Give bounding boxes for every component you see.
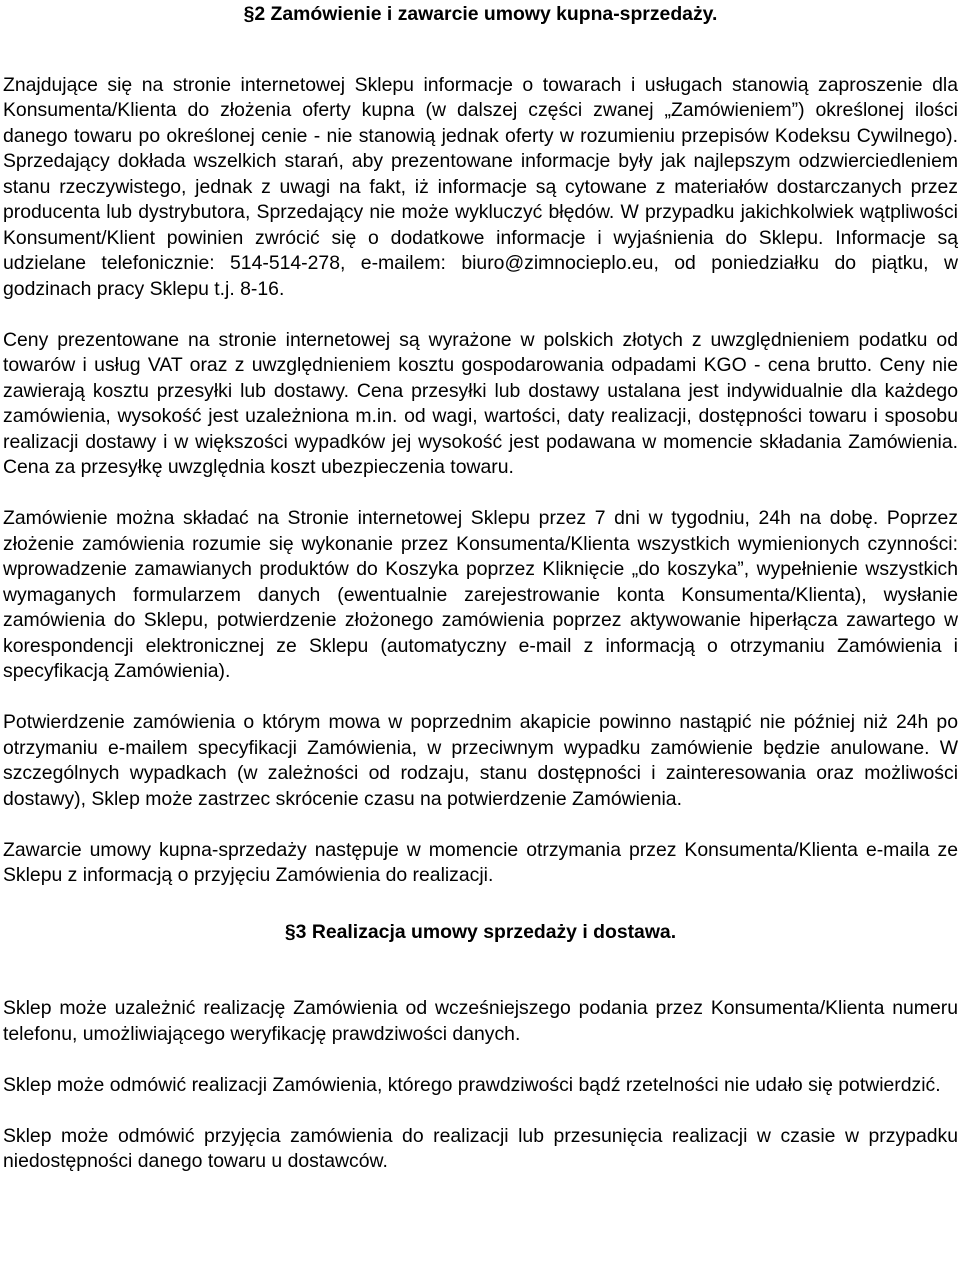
section-2-paragraph-1: Znajdujące się na stronie internetowej Sklepu informacje o towarach i usługach stanowią zaproszenie dla Konsumenta/Klienta do złożenia oferty kupna (w dalszej części zwanej „Zamówieniem”) określonej ilości danego towaru po określonej cenie - nie stanowią jednak oferty w rozumieniu przepisów Kodeksu Cywilnego). Sprzedający dokłada wszelkich starań, aby prezentowane informacje były jak najlepszym odzwierciedleniem stanu rzeczywistego, jednak z uwagi na fakt, iż informacje są cytowane z materiałów dostarczanych przez producenta lub dystrybutora, Sprzedający nie może wykluczyć błędów. W przypadku jakichkolwiek wątpliwości Konsument/Klient powinien zwrócić się o dodatkowe informacje i wyjaśnienia do Sklepu. Informacje są udzielane telefonicznie: 514-514-278, e-mailem: biuro@zimnocieplo.eu, od poniedziałku do piątku, w godzinach pracy Sklepu t.j. 8-16. xyxy=(3,73,958,300)
section-2-paragraph-3: Zamówienie można składać na Stronie internetowej Sklepu przez 7 dni w tygodniu, 24h na dobę. Poprzez złożenie zamówienia rozumie się wykonanie przez Konsumenta/Klienta wszystkich wymienionych czynności: wprowadzenie zamawianych produktów do Koszyka poprzez Kliknięcie „do koszyka”, wypełnienie wszystkich wymaganych formularzem danych (ewentualnie zarejestrowanie konta Konsumenta/Klienta), wysłanie zamówienia do Sklepu, potwierdzenie złożonego zamówienia poprzez aktywowanie hiperłącza zawartego w korespondencji elektronicznej ze Sklepu (automatyczny e-mail z informacją o otrzymaniu Zamówienia i specyfikacją Zamówienia). xyxy=(3,507,958,682)
section-2-paragraph-2: Ceny prezentowane na stronie internetowej są wyrażone w polskich złotych z uwzględnieniem podatku od towarów i usług VAT oraz z uwzględnieniem kosztu gospodarowania odpadami KGO - cena brutto. Ceny nie zawierają kosztu przesyłki lub dostawy. Cena przesyłki lub dostawy ustalana jest indywidualnie dla każdego zamówienia, wysokość jest uzależniona m.in. od wagi, wartości, daty realizacji, dostępności towaru i sposobu realizacji dostawy i w większości wypadków jej wysokość jest podawana w momencie składania Zamówienia. Cena za przesyłkę uwzględnia koszt ubezpieczenia towaru. xyxy=(3,328,958,478)
document-page xyxy=(3,0,958,1175)
section-3-paragraph-2: Sklep może odmówić realizacji Zamówienia, którego prawdziwości bądź rzetelności nie udało się potwierdzić. xyxy=(3,1073,941,1096)
section-3-paragraph-3: Sklep może odmówić przyjęcia zamówienia do realizacji lub przesunięcia realizacji w czasie w przypadku niedostępności danego towaru u dostawców. xyxy=(3,1124,958,1172)
section-3-paragraph-1: Sklep może uzależnić realizację Zamówienia od wcześniejszego podania przez Konsumenta/Klienta numeru telefonu, umożliwiającego weryfikację prawdziwości danych. xyxy=(3,997,958,1045)
section-2-heading: §2 Zamówienie i zawarcie umowy kupna-sprzedaży. xyxy=(243,3,718,25)
section-3-heading: §3 Realizacja umowy sprzedaży i dostawa. xyxy=(284,920,677,943)
section-2-paragraph-5: Zawarcie umowy kupna-sprzedaży następuje w momencie otrzymania przez Konsumenta/Klienta e-maila ze Sklepu z informacją o przyjęciu Zamówienia do realizacji. xyxy=(3,838,958,886)
section-2-paragraph-4: Potwierdzenie zamówienia o którym mowa w poprzednim akapicie powinno nastąpić nie później niż 24h po otrzymaniu e-mailem specyfikacji Zamówienia, w przeciwnym wypadku zamówienie będzie anulowane. W szczególnych wypadkach (w zależności od rodzaju, stanu dostępności i zainteresowania oraz możliwości dostawy), Sklep może zastrzec skrócenie czasu na potwierdzenie Zamówienia. xyxy=(3,711,958,810)
